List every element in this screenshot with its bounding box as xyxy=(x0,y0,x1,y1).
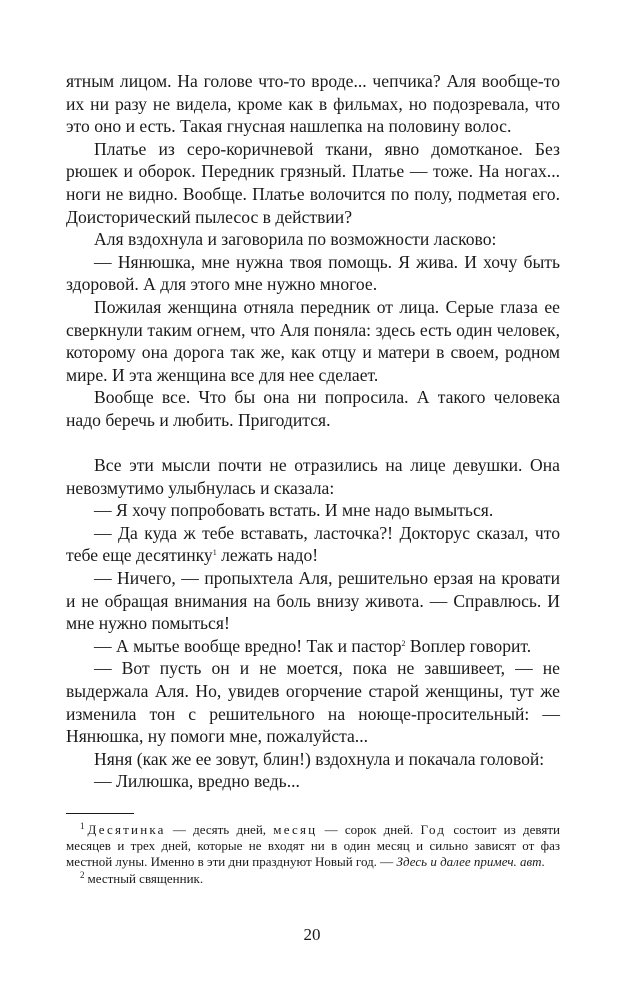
footnote-ref-2: 2 xyxy=(401,638,406,648)
footnote-divider xyxy=(66,813,134,814)
footnotes xyxy=(66,822,560,887)
paragraph: — Вот пусть он и не моется, пока не завшивеет, — не выдержала Аля. Но, увидев огорчение старой женщины, тут же изменила тон с решительного на ноюще-просительный: — Нянюшка, ну помоги мне, пожалуйста... xyxy=(66,658,560,747)
footnote-author-note: Здесь и далее примеч. авт. xyxy=(396,854,545,870)
paragraph: Няня (как же ее зовут, блин!) вздохнула и покачала головой: xyxy=(94,748,545,769)
footnote-term: месяц xyxy=(273,822,318,837)
footnote-text: состоит из девяти месяцев и трех дней, которые не входят ни в один месяц и сильно зависят от фаз местной луны. Именно в эти дни празднуют Новый год. — xyxy=(66,822,560,870)
paragraph: Вообще все. Что бы она ни попросила. А такого человека надо беречь и любить. Пригодится. xyxy=(66,387,560,430)
main-text xyxy=(66,70,560,793)
paragraph-text: Воплер говорит. xyxy=(405,635,532,656)
paragraph: Пожилая женщина отняла передник от лица. Серые глаза ее сверкнули таким огнем, что Аля поняла: здесь есть один человек, которому она дорога так же, как отцу и матери в своем, родном мире. И эта женщина все для нее сделает. xyxy=(66,296,560,385)
footnote-text: — десять дней, xyxy=(165,822,274,837)
footnote-1 xyxy=(66,822,560,871)
paragraph: Аля вздохнула и заговорила по возможности ласково: xyxy=(94,229,497,250)
paragraph: — Нянюшка, мне нужна твоя помощь. Я жива. И хочу быть здоровой. А для этого мне нужно многое. xyxy=(66,251,560,295)
paragraph-washing xyxy=(66,635,560,658)
footnote-mark: 2 xyxy=(80,869,85,880)
page-body xyxy=(66,70,560,793)
page-number: 20 xyxy=(303,925,321,944)
paragraph: — Лилюшка, вредно ведь... xyxy=(94,771,300,792)
paragraph-nurse-reply xyxy=(66,522,560,567)
footnote-term: Год xyxy=(420,822,447,837)
paragraph-text: лежать надо! xyxy=(216,545,319,566)
footnote-mark: 1 xyxy=(80,821,85,831)
paragraph: Все эти мысли почти не отразились на лице девушки. Она невозмутимо улыбнулась и сказала: xyxy=(66,455,560,498)
paragraph: ятным лицом. На голове что-то вроде... чепчика? Аля вообще-то их ни разу не видела, кроме как в фильмах, но подозревала, что это оно и есть. Такая гнусная нашлепка на половину волос. xyxy=(66,71,560,137)
footnote-text: — сорок дней. xyxy=(317,822,421,837)
footnote-text: местный священник. xyxy=(87,870,204,886)
footnote-ref-1: 1 xyxy=(212,548,217,558)
footnote-2 xyxy=(66,871,560,887)
paragraph-text: — А мытье вообще вредно! Так и пастор xyxy=(94,635,402,656)
paragraph: Платье из серо-коричневой ткани, явно домотканое. Без рюшек и оборок. Передник грязный. Платье — тоже. На ногах... ноги не видно. Вообще. Платье волочится по полу, подметая его. Доисторический пылесос в действии? xyxy=(66,138,560,227)
footnote-term: Десятинка xyxy=(87,822,166,837)
paragraph-text: — Да куда ж тебе вставать, ласточка?! Докторус сказал, что тебе еще десятинку xyxy=(66,522,560,566)
paragraph: — Я хочу попробовать встать. И мне надо вымыться. xyxy=(94,500,494,521)
paragraph: — Ничего, — пропыхтела Аля, решительно ерзая на кровати и не обращая внимания на боль внизу живота. — Справлюсь. И мне нужно помыться! xyxy=(66,568,560,634)
